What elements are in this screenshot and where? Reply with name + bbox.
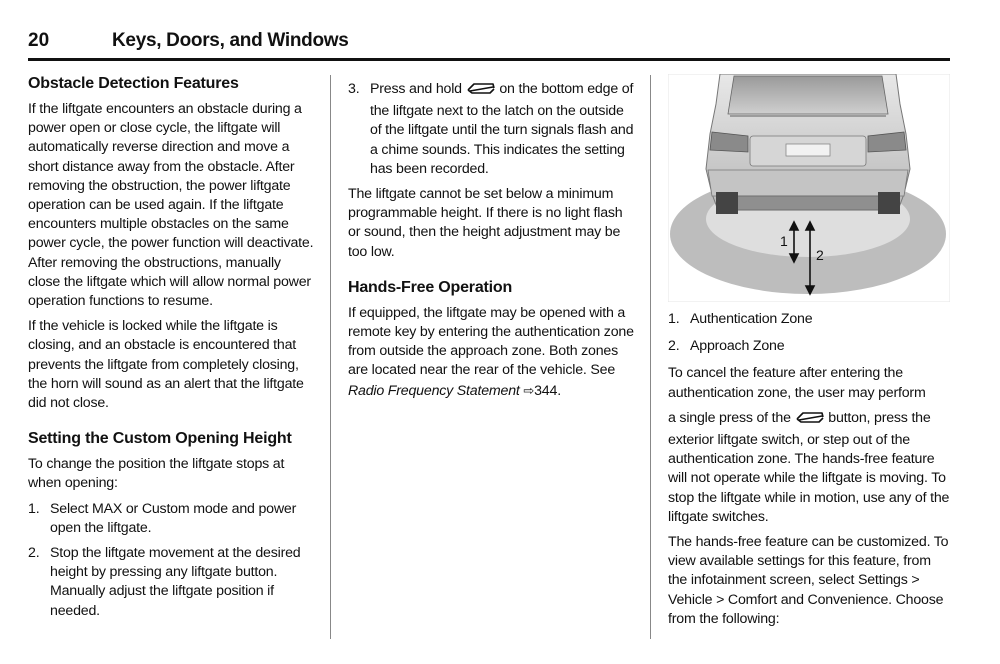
liftgate-button-icon xyxy=(466,80,496,102)
column-divider-1 xyxy=(330,75,331,639)
step-number: 1. xyxy=(28,500,40,517)
column-1 xyxy=(28,74,316,627)
section-title: Keys, Doors, and Windows xyxy=(112,30,349,51)
column-divider-2 xyxy=(650,75,651,639)
legend-number: 1. xyxy=(668,311,680,327)
heading-hands-free: Hands-Free Operation xyxy=(348,278,513,296)
cancel-feature-paragraph: To cancel the feature after entering the authentication zone, the user may perform xyxy=(668,365,926,401)
page-header xyxy=(28,30,950,58)
heading-obstacle-detection: Obstacle Detection Features xyxy=(28,75,239,92)
page-arrow-icon: ⇨ xyxy=(523,382,535,398)
step-item xyxy=(348,80,638,179)
cross-reference-page[interactable]: 344 xyxy=(534,382,558,399)
step-text: Select MAX or Custom mode and power open the liftgate. xyxy=(50,500,297,536)
liftgate-button-icon xyxy=(795,409,825,431)
legend-text: Authentication Zone xyxy=(690,311,813,327)
column-3 xyxy=(668,74,952,635)
heading-custom-height: Setting the Custom Opening Height xyxy=(28,430,292,448)
customize-paragraph: The hands-free feature can be customized. To view available settings for this feature, from the infotainment screen, select Settings > Vehicle > Comfort and Convenience. Choose from the following: xyxy=(668,534,949,627)
step-item xyxy=(28,500,316,538)
figure-label-2: 2 xyxy=(816,247,824,263)
step-text: Stop the liftgate movement at the desired height by pressing any liftgate button. Manually adjust the liftgate position if needed. xyxy=(50,545,301,619)
cancel-methods-paragraph: a single press of the button, press the exterior liftgate switch, or step out of the authentication zone. The hands-free feature will not operate while the liftgate is moving. To stop the liftgate while in motion, use any of the liftgate switches. xyxy=(668,409,950,525)
step-item xyxy=(28,544,316,621)
hands-free-paragraph: If equipped, the liftgate may be opened with a remote key by entering the authentication zone from outside the approach zone. Both zones are located near the rear of the vehicle. See Radio Frequency Statement ⇨344. xyxy=(348,304,634,399)
header-rule xyxy=(28,58,950,61)
hands-free-text: If equipped, the liftgate may be opened with a remote key by entering the authentication zone from outside the approach zone. Both zones are located near the rear of the vehicle. See xyxy=(348,304,634,379)
legend-item xyxy=(668,310,952,329)
step-text-a: Press and hold xyxy=(370,81,462,97)
column-2 xyxy=(348,74,638,407)
legend-number: 2. xyxy=(668,338,680,355)
step-number: 3. xyxy=(348,81,360,97)
step-text-b: on the bottom edge of the liftgate next to the latch on the outside of the liftgate until the turn signals flash and a chime sounds. This indicates the setting has been recorded. xyxy=(370,81,634,177)
legend-text: Approach Zone xyxy=(690,338,785,355)
minimum-height-paragraph: The liftgate cannot be set below a minimum programmable height. If there is no light flash or sound, then the height adjustment may be too low. xyxy=(348,186,623,260)
obstacle-paragraph-1: If the liftgate encounters an obstacle during a power open or close cycle, the liftgate will automatically reverse direction and move a short distance away from the obstacle. After removing the obstruction, the power liftgate operation can be used again. If the liftgate encounters multiple obstacles on the same power cycle, the power function will deactivate. After removing the obstructions, manually close the liftgate which will allow normal power operation functions to resume. xyxy=(28,101,314,310)
page-number: 20 xyxy=(28,30,50,51)
custom-height-intro: To change the position the liftgate stops at when opening: xyxy=(28,456,285,492)
obstacle-paragraph-2: If the vehicle is locked while the liftgate is closing, and an obstacle is encountered that prevents the liftgate from completely closing, the horn will sound as an alert that the liftgate did not close. xyxy=(28,318,304,412)
cross-reference-link[interactable]: Radio Frequency Statement xyxy=(348,382,520,399)
step-number: 2. xyxy=(28,545,40,562)
figure-label-1: 1 xyxy=(780,233,788,249)
legend-item xyxy=(668,337,952,356)
hands-free-zone-illustration xyxy=(668,74,950,302)
